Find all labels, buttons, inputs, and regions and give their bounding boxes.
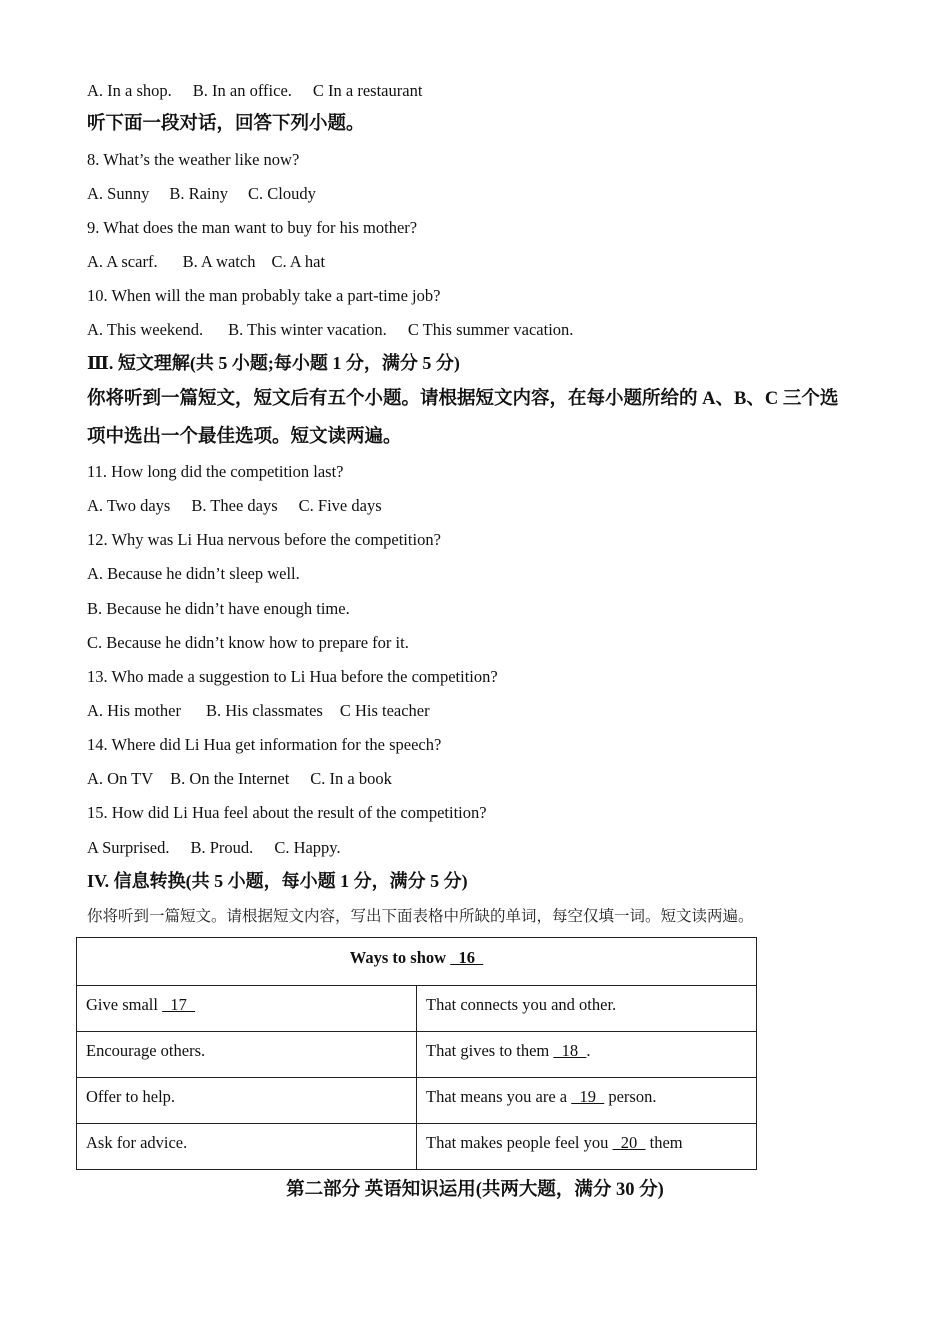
q12-option-b: B. Because he didn’t have enough time. — [87, 599, 350, 618]
q12-option-c: C. Because he didn’t know how to prepare for it. — [87, 633, 409, 652]
table-title-row — [77, 938, 757, 986]
cell-text: Give small — [86, 995, 163, 1014]
section4-instruction: 你将听到一篇短文。请根据短文内容，写出下面表格中所缺的单词，每空仅填一词。短文读两遍。 — [87, 908, 754, 925]
q10-option-a: A. This weekend. — [87, 320, 204, 339]
blank-20: 20 — [612, 1133, 646, 1152]
cell-text-after: them — [645, 1133, 683, 1152]
cell-text: Ask for advice. — [86, 1133, 188, 1152]
table-title-cell — [77, 938, 757, 986]
table-row — [77, 1078, 757, 1124]
q12-option-a: A. Because he didn’t sleep well. — [87, 564, 300, 583]
cell-text: That gives to them — [426, 1041, 554, 1060]
section3-heading: Ⅲ. 短文理解(共 5 小题;每小题 1 分，满分 5 分) — [87, 353, 460, 373]
q9-options — [87, 252, 325, 272]
cell-text: That means you are a — [426, 1087, 572, 1106]
q14-option-a: A. On TV — [87, 769, 154, 788]
q11-option-c: C. Five days — [298, 496, 382, 515]
q12-text: 12. Why was Li Hua nervous before the competition? — [87, 530, 441, 549]
part2-title: 第二部分 英语知识运用(共两大题，满分 30 分) — [286, 1180, 664, 1200]
section3-instruction-2: 项中选出一个最佳选项。短文读两遍。 — [87, 427, 402, 447]
blank-16: 16 — [450, 948, 484, 967]
q9-text: 9. What does the man want to buy for his mother? — [87, 218, 418, 237]
table-row — [77, 1032, 757, 1078]
table-cell-right — [417, 1124, 757, 1170]
q15-text: 15. How did Li Hua feel about the result of the competition? — [87, 803, 487, 822]
section3-instruction-1: 你将听到一篇短文，短文后有五个小题。请根据短文内容，在每小题所给的 A、B、C 三个选 — [87, 389, 839, 409]
q8-option-a: A. Sunny — [87, 184, 150, 203]
section4-heading: IV. 信息转换(共 5 小题，每小题 1 分，满分 5 分) — [87, 871, 468, 891]
table-row — [77, 1124, 757, 1170]
q11-text: 11. How long did the competition last? — [87, 462, 344, 481]
q15-option-a: A Surprised. — [87, 838, 170, 857]
blank-18: 18 — [553, 1041, 587, 1060]
q11-options — [87, 496, 382, 516]
q14-text: 14. Where did Li Hua get information for the speech? — [87, 735, 442, 754]
q13-option-b: B. His classmates — [205, 701, 323, 720]
cell-text: That makes people feel you — [426, 1133, 613, 1152]
q9-option-c: C. A hat — [271, 252, 326, 271]
blank-17: 17 — [162, 995, 196, 1014]
q9-option-a: A. A scarf. — [87, 252, 158, 271]
cell-text: That connects you and other. — [426, 995, 617, 1014]
q8-option-b: B. Rainy — [169, 184, 229, 203]
q13-option-a: A. His mother — [87, 701, 181, 720]
q7-option-c: C In a restaurant — [312, 81, 423, 100]
cell-text: Encourage others. — [86, 1041, 206, 1060]
q11-option-b: B. Thee days — [191, 496, 278, 515]
q8-options — [87, 184, 316, 204]
table-cell-left — [77, 1032, 417, 1078]
q10-option-b: B. This winter vacation. — [228, 320, 387, 339]
q15-option-c: C. Happy. — [274, 838, 341, 857]
table-cell-right — [417, 1078, 757, 1124]
q7-options — [87, 81, 422, 101]
q10-text: 10. When will the man probably take a part-time job? — [87, 286, 441, 305]
table-row — [77, 986, 757, 1032]
q8-text: 8. What’s the weather like now? — [87, 150, 300, 169]
q7-option-b: B. In an office. — [192, 81, 292, 100]
q13-option-c: C His teacher — [339, 701, 430, 720]
q14-option-b: B. On the Internet — [170, 769, 290, 788]
cell-text: Offer to help. — [86, 1087, 176, 1106]
blank-19: 19 — [571, 1087, 605, 1106]
q8-option-c: C. Cloudy — [248, 184, 316, 203]
q10-option-c: C This summer vacation. — [407, 320, 574, 339]
q14-option-c: C. In a book — [310, 769, 392, 788]
q13-options — [87, 701, 430, 721]
table-cell-right — [417, 986, 757, 1032]
table-cell-left — [77, 1078, 417, 1124]
q10-options — [87, 320, 573, 340]
table-title-text: Ways to show — [349, 948, 451, 967]
table-cell-left — [77, 1124, 417, 1170]
cell-text-after: person. — [604, 1087, 657, 1106]
table-cell-right — [417, 1032, 757, 1078]
q9-option-b: B. A watch — [182, 252, 256, 271]
q14-options — [87, 769, 392, 789]
dialog-instruction: 听下面一段对话，回答下列小题。 — [87, 114, 365, 134]
q7-option-a: A. In a shop. — [87, 81, 172, 100]
q11-option-a: A. Two days — [87, 496, 171, 515]
q15-option-b: B. Proud. — [190, 838, 254, 857]
q13-text: 13. Who made a suggestion to Li Hua before the competition? — [87, 667, 498, 686]
table-cell-left — [77, 986, 417, 1032]
info-table — [76, 937, 757, 1170]
cell-text-after: . — [586, 1041, 591, 1060]
q15-options — [87, 838, 341, 858]
